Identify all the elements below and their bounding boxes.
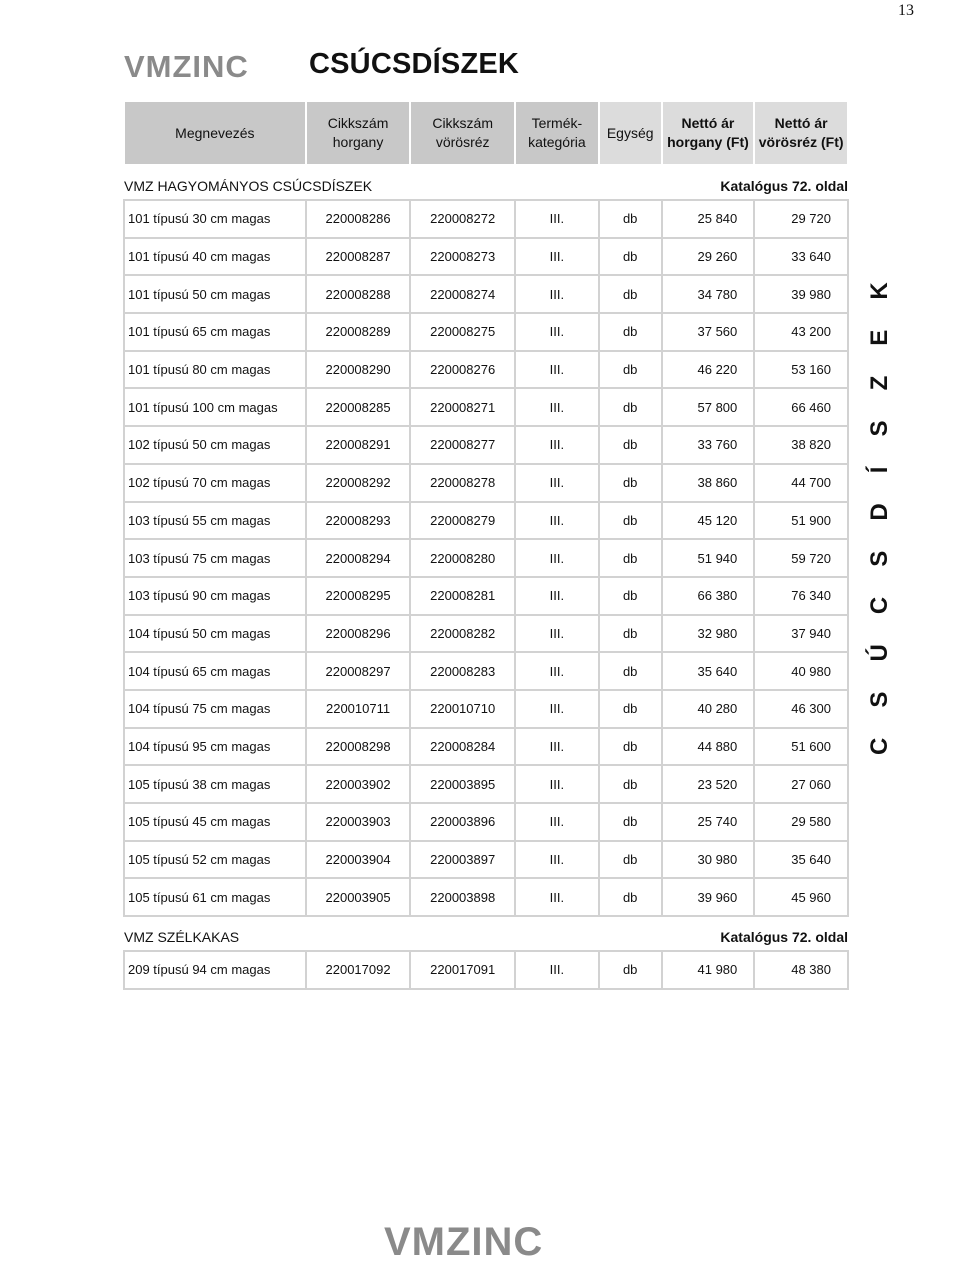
cell-name: 102 típusú 50 cm magas	[124, 426, 306, 464]
cell-code-copper: 220008281	[410, 577, 515, 615]
cell-category: III.	[515, 275, 599, 313]
cell-price-zinc: 39 960	[662, 878, 755, 916]
cell-code-zinc: 220010711	[306, 690, 411, 728]
cell-code-zinc: 220008291	[306, 426, 411, 464]
cell-price-copper: 48 380	[754, 951, 848, 989]
section-catalog-ref: Katalógus 72. oldal	[720, 929, 848, 946]
section-row	[124, 916, 848, 951]
cell-category: III.	[515, 615, 599, 653]
vmzinc-logo	[124, 47, 284, 83]
cell-name: 104 típusú 65 cm magas	[124, 652, 306, 690]
cell-price-zinc: 40 280	[662, 690, 755, 728]
header-category: Termék-kategória	[515, 101, 599, 165]
section-title: VMZ SZÉLKAKAS	[124, 929, 240, 946]
cell-unit: db	[599, 803, 662, 841]
cell-name: 104 típusú 75 cm magas	[124, 690, 306, 728]
cell-unit: db	[599, 388, 662, 426]
cell-code-copper: 220008276	[410, 351, 515, 389]
table-row	[124, 841, 848, 879]
cell-price-zinc: 44 880	[662, 728, 755, 766]
cell-code-zinc: 220008293	[306, 502, 411, 540]
cell-price-zinc: 25 840	[662, 200, 755, 238]
cell-unit: db	[599, 426, 662, 464]
header-unit: Egység	[599, 101, 662, 165]
cell-price-copper: 53 160	[754, 351, 848, 389]
cell-code-copper: 220008283	[410, 652, 515, 690]
table-header-row	[124, 101, 848, 165]
cell-category: III.	[515, 765, 599, 803]
cell-code-copper: 220008274	[410, 275, 515, 313]
cell-price-zinc: 38 860	[662, 464, 755, 502]
cell-category: III.	[515, 728, 599, 766]
cell-code-zinc: 220008297	[306, 652, 411, 690]
table-row	[124, 275, 848, 313]
cell-category: III.	[515, 878, 599, 916]
cell-code-copper: 220008271	[410, 388, 515, 426]
cell-code-copper: 220003898	[410, 878, 515, 916]
table-row	[124, 351, 848, 389]
cell-price-zinc: 23 520	[662, 765, 755, 803]
cell-code-zinc: 220008294	[306, 539, 411, 577]
table-row	[124, 690, 848, 728]
cell-category: III.	[515, 238, 599, 276]
table-row	[124, 313, 848, 351]
cell-price-zinc: 45 120	[662, 502, 755, 540]
cell-code-zinc: 220017092	[306, 951, 411, 989]
cell-category: III.	[515, 951, 599, 989]
svg-text:VMZINC: VMZINC	[384, 1220, 544, 1262]
cell-unit: db	[599, 765, 662, 803]
cell-category: III.	[515, 388, 599, 426]
cell-code-copper: 220017091	[410, 951, 515, 989]
page-number: 13	[898, 2, 914, 19]
table-row	[124, 652, 848, 690]
section-catalog-ref: Katalógus 72. oldal	[720, 178, 848, 194]
cell-category: III.	[515, 803, 599, 841]
cell-code-zinc: 220008298	[306, 728, 411, 766]
cell-price-zinc: 29 260	[662, 238, 755, 276]
table-row	[124, 200, 848, 238]
cell-unit: db	[599, 615, 662, 653]
cell-code-copper: 220003895	[410, 765, 515, 803]
cell-price-zinc: 57 800	[662, 388, 755, 426]
cell-unit: db	[599, 878, 662, 916]
header-name: Megnevezés	[124, 101, 306, 165]
cell-price-copper: 38 820	[754, 426, 848, 464]
cell-code-zinc: 220008288	[306, 275, 411, 313]
cell-code-zinc: 220008290	[306, 351, 411, 389]
cell-code-zinc: 220003903	[306, 803, 411, 841]
cell-price-zinc: 25 740	[662, 803, 755, 841]
cell-price-copper: 76 340	[754, 577, 848, 615]
cell-code-copper: 220008275	[410, 313, 515, 351]
cell-code-zinc: 220008289	[306, 313, 411, 351]
cell-code-copper: 220008279	[410, 502, 515, 540]
cell-code-copper: 220008280	[410, 539, 515, 577]
cell-unit: db	[599, 841, 662, 879]
cell-code-zinc: 220008286	[306, 200, 411, 238]
cell-price-zinc: 66 380	[662, 577, 755, 615]
cell-price-copper: 66 460	[754, 388, 848, 426]
cell-unit: db	[599, 690, 662, 728]
cell-code-copper: 220008282	[410, 615, 515, 653]
cell-unit: db	[599, 275, 662, 313]
vmzinc-footer-logo	[384, 1216, 580, 1262]
cell-name: 101 típusú 65 cm magas	[124, 313, 306, 351]
cell-category: III.	[515, 502, 599, 540]
cell-category: III.	[515, 539, 599, 577]
cell-category: III.	[515, 200, 599, 238]
cell-unit: db	[599, 464, 662, 502]
cell-name: 105 típusú 52 cm magas	[124, 841, 306, 879]
table-row	[124, 464, 848, 502]
cell-name: 104 típusú 95 cm magas	[124, 728, 306, 766]
table-row	[124, 878, 848, 916]
cell-unit: db	[599, 313, 662, 351]
cell-price-copper: 29 580	[754, 803, 848, 841]
table-row	[124, 765, 848, 803]
cell-price-copper: 51 900	[754, 502, 848, 540]
header-price-zinc: Nettó ár horgany (Ft)	[662, 101, 755, 165]
side-label: C S Ú C S D Í S Z E K	[866, 270, 893, 755]
section-row	[124, 165, 848, 200]
cell-code-zinc: 220008292	[306, 464, 411, 502]
table-row	[124, 502, 848, 540]
table-row	[124, 539, 848, 577]
cell-code-zinc: 220008287	[306, 238, 411, 276]
cell-code-copper: 220008278	[410, 464, 515, 502]
cell-price-copper: 33 640	[754, 238, 848, 276]
cell-price-copper: 43 200	[754, 313, 848, 351]
cell-code-zinc: 220008285	[306, 388, 411, 426]
cell-price-zinc: 35 640	[662, 652, 755, 690]
cell-code-copper: 220010710	[410, 690, 515, 728]
cell-code-zinc: 220008295	[306, 577, 411, 615]
cell-name: 102 típusú 70 cm magas	[124, 464, 306, 502]
cell-unit: db	[599, 351, 662, 389]
table-row	[124, 803, 848, 841]
cell-category: III.	[515, 464, 599, 502]
cell-category: III.	[515, 690, 599, 728]
cell-price-zinc: 41 980	[662, 951, 755, 989]
cell-name: 101 típusú 30 cm magas	[124, 200, 306, 238]
page-title: CSÚCSDÍSZEK	[309, 48, 520, 80]
cell-name: 105 típusú 45 cm magas	[124, 803, 306, 841]
price-table	[123, 100, 849, 990]
cell-code-zinc: 220003904	[306, 841, 411, 879]
cell-unit: db	[599, 728, 662, 766]
cell-price-zinc: 46 220	[662, 351, 755, 389]
cell-unit: db	[599, 238, 662, 276]
cell-code-copper: 220008273	[410, 238, 515, 276]
cell-name: 101 típusú 100 cm magas	[124, 388, 306, 426]
cell-price-copper: 27 060	[754, 765, 848, 803]
table-row	[124, 426, 848, 464]
cell-price-copper: 59 720	[754, 539, 848, 577]
cell-price-copper: 29 720	[754, 200, 848, 238]
table-row	[124, 951, 848, 989]
cell-name: 103 típusú 75 cm magas	[124, 539, 306, 577]
cell-unit: db	[599, 652, 662, 690]
cell-price-copper: 46 300	[754, 690, 848, 728]
cell-name: 103 típusú 90 cm magas	[124, 577, 306, 615]
cell-category: III.	[515, 426, 599, 464]
table-body	[124, 165, 848, 989]
table-row	[124, 728, 848, 766]
cell-name: 101 típusú 50 cm magas	[124, 275, 306, 313]
cell-category: III.	[515, 313, 599, 351]
cell-unit: db	[599, 502, 662, 540]
cell-name: 103 típusú 55 cm magas	[124, 502, 306, 540]
cell-name: 101 típusú 80 cm magas	[124, 351, 306, 389]
cell-price-copper: 39 980	[754, 275, 848, 313]
header-price-copper: Nettó ár vörösréz (Ft)	[754, 101, 848, 165]
cell-price-zinc: 34 780	[662, 275, 755, 313]
cell-price-copper: 51 600	[754, 728, 848, 766]
table-row	[124, 388, 848, 426]
cell-code-copper: 220008272	[410, 200, 515, 238]
table-row	[124, 238, 848, 276]
cell-category: III.	[515, 652, 599, 690]
cell-code-zinc: 220008296	[306, 615, 411, 653]
cell-price-zinc: 32 980	[662, 615, 755, 653]
cell-unit: db	[599, 951, 662, 989]
cell-category: III.	[515, 351, 599, 389]
table-row	[124, 615, 848, 653]
cell-price-copper: 40 980	[754, 652, 848, 690]
header-code-copper: Cikkszám vörösréz	[410, 101, 515, 165]
header-code-zinc: Cikkszám horgany	[306, 101, 411, 165]
cell-price-zinc: 30 980	[662, 841, 755, 879]
cell-category: III.	[515, 577, 599, 615]
cell-price-zinc: 51 940	[662, 539, 755, 577]
cell-code-copper: 220008284	[410, 728, 515, 766]
cell-price-copper: 35 640	[754, 841, 848, 879]
cell-name: 101 típusú 40 cm magas	[124, 238, 306, 276]
cell-price-copper: 44 700	[754, 464, 848, 502]
table-row	[124, 577, 848, 615]
cell-code-zinc: 220003905	[306, 878, 411, 916]
svg-text:VMZINC: VMZINC	[124, 49, 249, 83]
cell-name: 105 típusú 38 cm magas	[124, 765, 306, 803]
cell-price-zinc: 37 560	[662, 313, 755, 351]
cell-name: 209 típusú 94 cm magas	[124, 951, 306, 989]
cell-price-copper: 45 960	[754, 878, 848, 916]
cell-unit: db	[599, 577, 662, 615]
section-title: VMZ HAGYOMÁNYOS CSÚCSDÍSZEK	[124, 178, 373, 194]
cell-code-copper: 220003897	[410, 841, 515, 879]
cell-name: 105 típusú 61 cm magas	[124, 878, 306, 916]
cell-code-zinc: 220003902	[306, 765, 411, 803]
cell-unit: db	[599, 200, 662, 238]
cell-price-copper: 37 940	[754, 615, 848, 653]
cell-code-copper: 220008277	[410, 426, 515, 464]
cell-name: 104 típusú 50 cm magas	[124, 615, 306, 653]
cell-category: III.	[515, 841, 599, 879]
cell-code-copper: 220003896	[410, 803, 515, 841]
cell-unit: db	[599, 539, 662, 577]
cell-price-zinc: 33 760	[662, 426, 755, 464]
